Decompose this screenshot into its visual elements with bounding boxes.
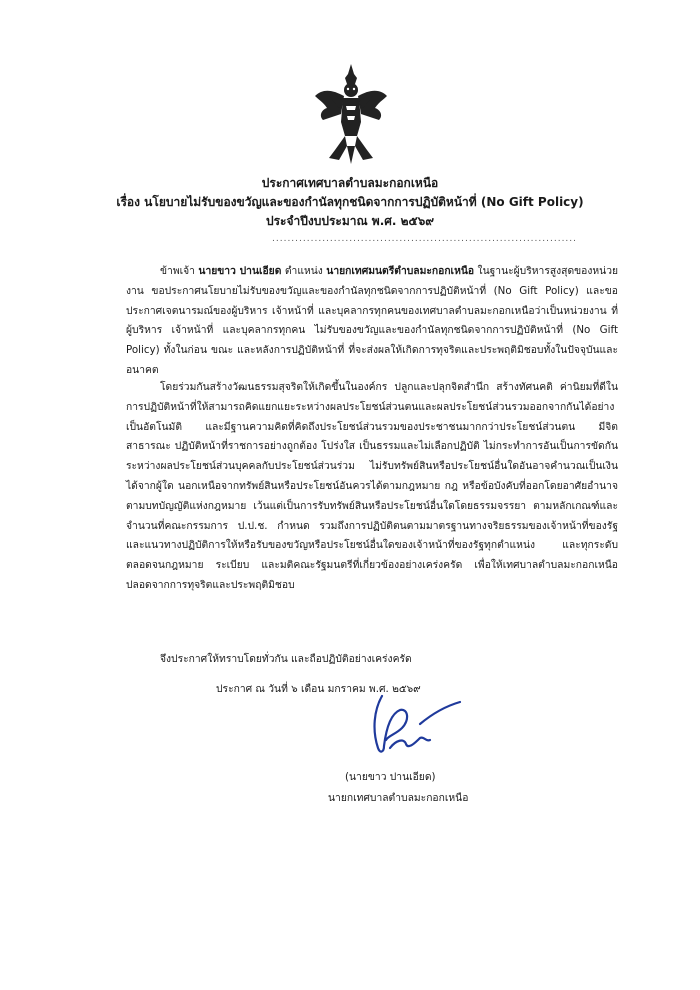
signer-name: (นายขาว ปานเอียด) [345, 771, 436, 783]
paragraph-policy-declaration [126, 262, 618, 381]
para1-lead: ข้าพเจ้า [160, 265, 199, 277]
paragraph-integrity-culture: โดยร่วมกันสร้างวัฒนธรรมสุจริตให้เกิดขึ้นในองค์กร ปลูกและปลุกจิตสำนึก สร้างทัศนคติ ค่านิยมที่ดีในการปฏิบัติหน้าที่ให้สามารถคิดแยกแยะระหว่างผลประโยชน์ส่วนตนและผลประโยชน์ส่วนรวมออกจากกันได้อย่างเป็นอัตโนมัติ และมีฐานความคิดที่คิดถึงประโยชน์ส่วนรวมของประชาชนมากกว่าประโยชน์ส่วนตน มีจิตสาธารณะ ปฏิบัติหน้าที่ราชการอย่างถูกต้อง โปร่งใส เป็นธรรมและไม่เลือกปฏิบัติ ไม่กระทำการอันเป็นการขัดกันระหว่างผลประโยชน์ส่วนบุคคลกับประโยชน์ส่วนร่วม ไม่รับทรัพย์สินหรือประโยชน์อื่นใดอันอาจคำนวณเป็นเงินได้จากผู้ใด นอกเหนือจากทรัพย์สินหรือประโยชน์อันควรได้ตามกฎหมาย กฎ หรือข้อบังคับที่ออกโดยอาศัยอำนาจตามบทบัญญัติแห่งกฎหมาย เว้นแต่เป็นการรับทรัพย์สินหรือประโยชน์อื่นใดโดยธรรมจรรยา ตามหลักเกณฑ์และจำนวนที่คณะกรรมการ ป.ป.ช. กำหนด รวมถึงการปฏิบัติตนตามมาตรฐานทางจริยธรรมของเจ้าหน้าที่ของรัฐ และแนวทางปฏิบัติการให้หรือรับของขวัญหรือประโยชน์อื่นใดของเจ้าหน้าที่ของรัฐทุกตำแหน่ง และทุกระดับ ตลอดจนกฎหมาย ระเบียบ และมติคณะรัฐมนตรีที่เกี่ยวข้องอย่างเคร่งครัด เพื่อให้เทศบาลตำบลมะกอกเหนือ ปลอดจากการทุจริตและประพฤติมิชอบ [126, 381, 618, 591]
paragraph-closing: จึงประกาศให้ทราบโดยทั่วกัน และถือปฏิบัติอย่างเคร่งครัด [160, 653, 412, 665]
garuda-emblem-icon [313, 62, 389, 166]
announcement-subject: เรื่อง นโยบายไม่รับของขวัญและของกำนัลทุกชนิดจากการปฏิบัติหน้าที่ (No Gift Policy) [116, 195, 584, 209]
signer-title: นายกเทศบาลตำบลมะกอกเหนือ [328, 792, 469, 804]
separator-line: ............................................................................... [272, 234, 578, 244]
para1-mid: ตำแหน่ง [281, 265, 327, 277]
announcement-org-title: ประกาศเทศบาลตำบลมะกอกเหนือ [261, 176, 439, 190]
signer-position-inline: นายกเทศมนตรีตำบลมะกอกเหนือ [326, 265, 475, 277]
announcement-date: ประกาศ ณ วันที่ ๖ เดือน มกราคม พ.ศ. ๒๕๖๙ [216, 683, 421, 695]
signer-name-inline: นายขาว ปานเอียด [198, 265, 282, 277]
handwritten-signature [360, 690, 470, 760]
para1-rest: ในฐานะผู้บริหารสูงสุดของหน่วยงาน ขอประกาศนโยบายไม่รับของขวัญและของกำนัลทุกชนิดจากการปฏิบัติหน้าที่ (No Gift Policy) และขอประกาศเจตนารมณ์ของผู้บริหาร เจ้าหน้าที่ และบุคลากรทุกคนของเทศบาลตำบลมะกอกเหนือว่าเป็นหน่วยงาน ที่ผู้บริหาร เจ้าหน้าที่ และบุคลากรทุกคน ไม่รับของขวัญและของกำนัลทุกชนิดจากการปฏิบัติหน้าที่ (No Gift Policy) ทั้งในก่อน ขณะ และหลังการปฏิบัติหน้าที่ ที่จะส่งผลให้เกิดการทุจริตและประพฤติมิชอบทั้งในปัจจุบันและอนาคต [126, 265, 619, 376]
announcement-fiscal-year: ประจำปีงบประมาณ พ.ศ. ๒๕๖๙ [265, 214, 435, 228]
